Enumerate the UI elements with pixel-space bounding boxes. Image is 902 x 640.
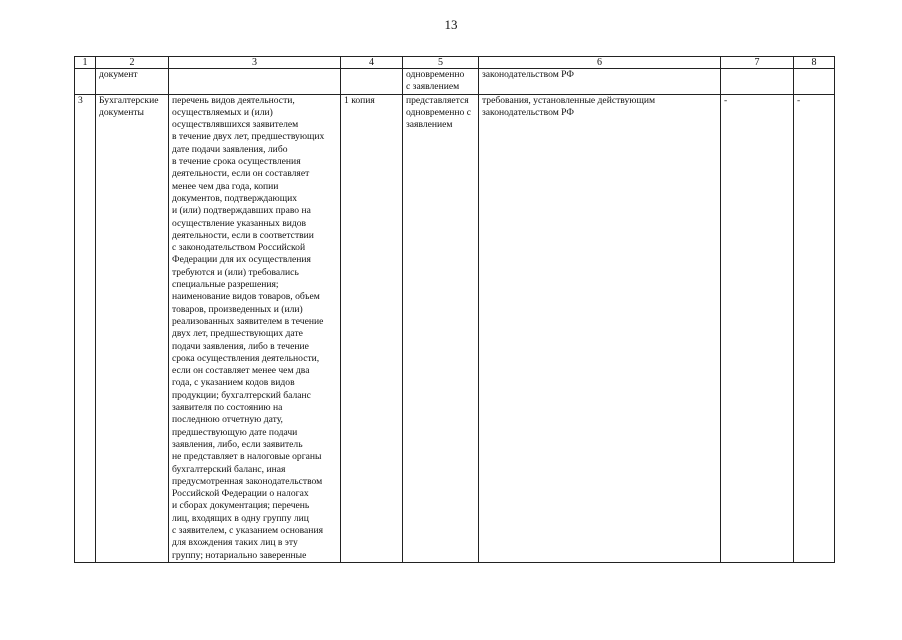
column-header: 3 (169, 57, 341, 69)
description-line: дате подачи заявления, либо (172, 143, 288, 155)
column-number-row (75, 57, 835, 69)
description-line: товаров, произведенных и (или) (172, 303, 303, 315)
col8-cell: - (794, 94, 835, 562)
description-line: в течение двух лет, предшествующих (172, 131, 325, 143)
col7-cell (721, 69, 794, 95)
column-header: 5 (403, 57, 479, 69)
column-header: 7 (721, 57, 794, 69)
column-header: 6 (479, 57, 721, 69)
submission-cell (403, 69, 479, 95)
description-line: перечень видов деятельности, (172, 94, 295, 106)
row-number: 3 (75, 94, 96, 562)
column-header: 8 (794, 57, 835, 69)
description-line: осуществлявшихся заявителем (172, 119, 299, 131)
description-line: предшествующую дате подачи (172, 426, 298, 438)
description-line: наименование видов товаров, объем (172, 291, 320, 303)
cell-line: одновременно с (406, 106, 471, 118)
description-line: деятельности, если он составляет (172, 168, 310, 180)
description-line: группу; нотариально заверенные (172, 549, 307, 561)
cell-line: одновременно (406, 69, 465, 80)
table-row (75, 94, 835, 562)
description-line: срока осуществления деятельности, (172, 352, 320, 364)
cell-line: с заявлением (406, 81, 460, 93)
document-name-cell (96, 94, 169, 562)
description-cell (169, 94, 341, 562)
documents-table (74, 56, 835, 563)
cell-line: законодательством РФ (482, 106, 574, 118)
description-line: документов, подтверждающих (172, 192, 298, 204)
description-line: осуществляемых и (или) (172, 106, 273, 118)
description-line: предусмотренная законодательством (172, 475, 323, 487)
description-line: осуществление указанных видов (172, 217, 307, 229)
description-line: года, с указанием кодов видов (172, 377, 295, 389)
description-line: и (или) подтверждавших право на (172, 205, 311, 217)
description-line: если он составляет менее чем два (172, 365, 310, 377)
cell-line: документ (99, 69, 138, 80)
col7-cell: - (721, 94, 794, 562)
copies-cell: 1 копия (341, 94, 403, 562)
col8-cell (794, 69, 835, 95)
cell-line: представляется (406, 94, 469, 106)
requirements-cell (479, 94, 721, 562)
column-header: 2 (96, 57, 169, 69)
description-line: с заявителем, с указанием основания (172, 524, 323, 536)
description-line: не представляет в налоговые органы (172, 451, 322, 463)
description-line: и сборах документация; перечень (172, 500, 310, 512)
cell-line: требования, установленные действующим (482, 94, 656, 106)
cell-line: Бухгалтерские (99, 94, 159, 106)
requirements-cell (479, 69, 721, 95)
description-line: заявителя по состоянию на (172, 402, 283, 414)
page-number: 13 (444, 17, 458, 32)
description-line: продукции; бухгалтерский баланс (172, 389, 311, 401)
table-row (75, 69, 835, 95)
description-line: менее чем два года, копии (172, 180, 279, 192)
description-line: Федерации для их осуществления (172, 254, 311, 266)
cell-line: законодательством РФ (482, 69, 574, 80)
description-line: для вхождения таких лиц в эту (172, 537, 298, 549)
description-line: с законодательством Российской (172, 242, 306, 254)
cell-line: заявлением (406, 119, 453, 131)
description-line: лиц, входящих в одну группу лиц (172, 512, 309, 524)
submission-cell (403, 94, 479, 562)
description-line: Российской Федерации о налогах (172, 488, 309, 500)
description-line: заявления, либо, если заявитель (172, 438, 303, 450)
column-header: 1 (75, 57, 96, 69)
description-cell (169, 69, 341, 95)
description-line: деятельности, если в соответствии (172, 229, 314, 241)
copies-cell (341, 69, 403, 95)
row-number (75, 69, 96, 95)
description-line: подачи заявления, либо в течение (172, 340, 309, 352)
description-line: специальные разрешения; (172, 279, 279, 291)
description-line: требуются и (или) требовались (172, 266, 299, 278)
column-header: 4 (341, 57, 403, 69)
description-line: бухгалтерский баланс, иная (172, 463, 286, 475)
description-line: последнюю отчетную дату, (172, 414, 283, 426)
document-name-cell (96, 69, 169, 95)
description-line: двух лет, предшествующих дате (172, 328, 303, 340)
cell-line: документы (99, 106, 144, 118)
description-line: реализованных заявителем в течение (172, 315, 324, 327)
description-line: в течение срока осуществления (172, 156, 301, 168)
